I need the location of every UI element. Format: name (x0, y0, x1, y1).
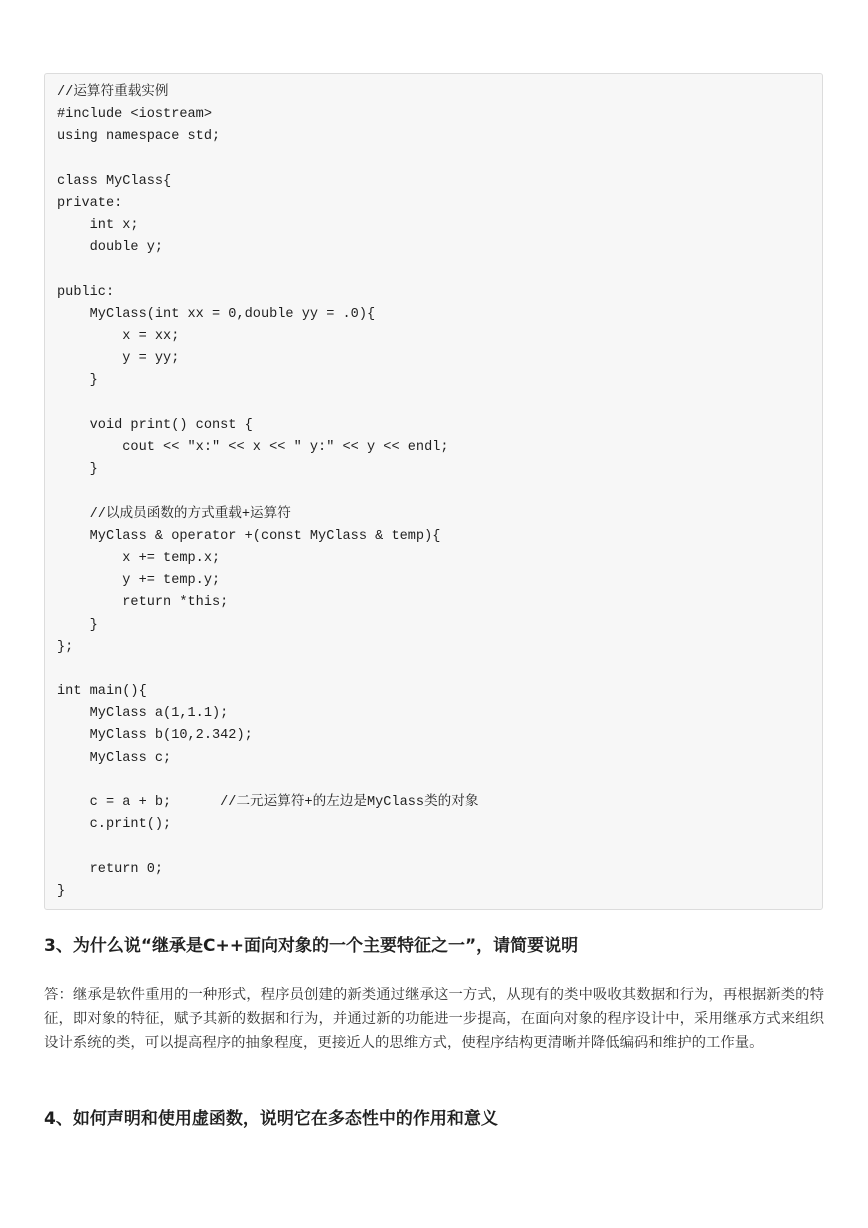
code-line: double y; (57, 240, 164, 256)
code-line: #include <iostream> (57, 107, 212, 123)
code-line: }; (57, 639, 74, 655)
code-line: void print() const { (57, 417, 253, 433)
code-line: MyClass b(10,2.342); (57, 728, 253, 744)
code-line: return *this; (57, 595, 229, 611)
code-line (57, 481, 810, 503)
code-line: int x; (57, 218, 139, 234)
code-line (57, 393, 810, 415)
code-line: int main(){ (57, 684, 147, 700)
code-line: class MyClass{ (57, 173, 172, 189)
code-line: MyClass a(1,1.1); (57, 706, 229, 722)
code-line (57, 149, 810, 171)
code-line (57, 659, 810, 681)
code-line: //以成员函数的方式重载+运算符 (57, 506, 291, 522)
code-line (57, 260, 810, 282)
code-line: using namespace std; (57, 129, 221, 145)
code-line: c.print(); (57, 817, 172, 833)
question-3-answer: 答：继承是软件重用的一种形式，程序员创建的新类通过继承这一方式，从现有的类中吸收其数据和行为，再根据新类的特征，即对象的特征，赋予其新的数据和行为，并通过新的功能进一步提高，在面向对象的程序设计中，采用继承方式来组织设计系统的类，可以提高程序的抽象程度，更接近人的思维方式，使程序结构更清晰并降低编码和维护的工作量。 (44, 987, 824, 1051)
code-line: } (57, 373, 98, 389)
code-line: private: (57, 195, 123, 211)
code-line: public: (57, 284, 115, 300)
question-4-heading: 4、如何声明和使用虚函数，说明它在多态性中的作用和意义 (44, 1109, 498, 1129)
code-line: x += temp.x; (57, 550, 221, 566)
code-line (57, 836, 810, 858)
code-line: MyClass(int xx = 0,double yy = .0){ (57, 306, 376, 322)
code-line: } (57, 462, 98, 478)
code-line: x = xx; (57, 329, 180, 345)
code-line: //运算符重载实例 (57, 85, 169, 100)
code-line: y += temp.y; (57, 573, 221, 589)
code-block (44, 73, 823, 910)
code-line: MyClass & operator +(const MyClass & temp){ (57, 528, 441, 544)
question-3-heading: 3、为什么说“继承是C++面向对象的一个主要特征之一”，请简要说明 (44, 936, 579, 956)
code-line: cout << "x:" << x << " y:" << y << endl; (57, 440, 449, 455)
code-line: return 0; (57, 861, 164, 877)
code-line: y = yy; (57, 351, 180, 367)
code-line (57, 770, 810, 792)
code-line: MyClass c; (57, 750, 172, 766)
code-line: } (57, 883, 66, 899)
code-line: c = a + b; //二元运算符+的左边是MyClass类的对象 (57, 795, 479, 810)
code-line: } (57, 617, 98, 633)
